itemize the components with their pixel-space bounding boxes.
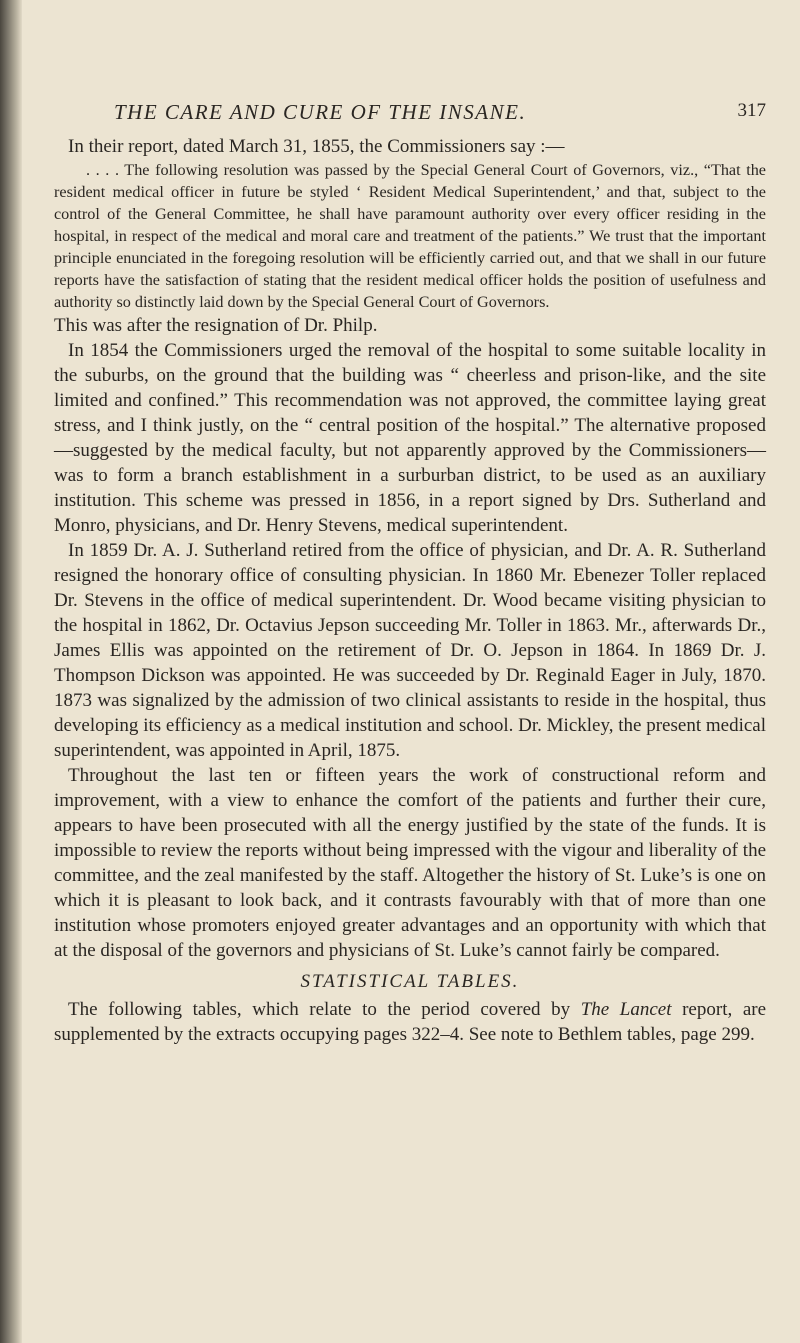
tables-text-before: The following tables, which relate to the period covered by bbox=[68, 999, 581, 1020]
page-number: 317 bbox=[737, 100, 766, 121]
lancet-title: The Lancet bbox=[580, 999, 672, 1020]
book-page bbox=[54, 100, 766, 1047]
running-title: THE CARE AND CURE OF THE INSANE. bbox=[114, 100, 527, 124]
tables-text-after: report, are supplemented by the extracts occupying pages 322–4. See note to Bethlem tables, page 299. bbox=[54, 999, 767, 1045]
paragraph-throughout: Throughout the last ten or fifteen years the work of constructional reform and improvement, with a view to enhance the comfort of the patients and further their cure, appears to have been prosecuted with all the energy justified by the state of the funds. It is impossible to review the reports without being impressed with the vigour and liberality of the committee, and the zeal manifested by the staff. Altogether the history of St. Luke’s is one on which it is pleasant to look back, and it contrasts favourably with that of more than one institution whose promoters enjoyed greater advantages and an opportunity with which that at the disposal of the governors and physicians of St. Luke’s cannot fairly be compared. bbox=[54, 765, 766, 961]
commissioners-quote: . . . . The following resolution was passed by the Special General Court of Governors, viz., “That the resident medical officer in future be styled ‘ Resident Medical Superintendent,’ and that, subject to the control of the General Committee, he shall have paramount authority over every officer residing in the hospital, in respect of the medical and moral care and treatment of the patients.” We trust that the important principle enunciated in the foregoing resolution will be efficiently carried out, and that we shall in our future reports have the satisfaction of stating that the resident medical officer holds the position of usefulness and authority so distinctly laid down by the Special General Court of Governors. bbox=[54, 161, 766, 311]
running-head bbox=[54, 100, 766, 134]
intro-line: In their report, dated March 31, 1855, the Commissioners say :— bbox=[68, 136, 565, 157]
paragraph-philp: This was after the resignation of Dr. Philp. bbox=[54, 315, 378, 336]
paragraph-1859: In 1859 Dr. A. J. Sutherland retired from the office of physician, and Dr. A. R. Sutherland resigned the honorary office of consulting physician. In 1860 Mr. Ebenezer Toller replaced Dr. Stevens in the office of medical superintendent. Dr. Wood became visiting physician to the hospital in 1862, Dr. Octavius Jepson succeeding Mr. Toller in 1863. Mr., afterwards Dr., James Ellis was appointed on the retirement of Dr. O. Jepson in 1864. In 1869 Dr. J. Thompson Dickson was appointed. He was succeeded by Dr. Reginald Eager in July, 1870. 1873 was signalized by the admission of two clinical assistants to reside in the hospital, thus developing its efficiency as a medical institution and school. Dr. Mickley, the present medical superintendent, was appointed in April, 1875. bbox=[54, 540, 766, 761]
section-heading: STATISTICAL TABLES. bbox=[300, 971, 520, 992]
paragraph-tables bbox=[54, 997, 766, 1047]
book-binding-edge bbox=[0, 0, 22, 1343]
paragraph-1854: In 1854 the Commissioners urged the removal of the hospital to some suitable locality in the suburbs, on the ground that the building was “ cheerless and prison-like, and the site limited and confined.” This recommendation was not approved, the committee laying great stress, and I think justly, on the “ central position of the hospital.” The alternative proposed —suggested by the medical faculty, but not apparently approved by the Commissioners—was to form a branch establishment in a surburban district, to be used as an auxiliary institution. This scheme was pressed in 1856, in a report signed by Drs. Sutherland and Monro, physicians, and Dr. Henry Stevens, medical superintendent. bbox=[54, 340, 766, 536]
